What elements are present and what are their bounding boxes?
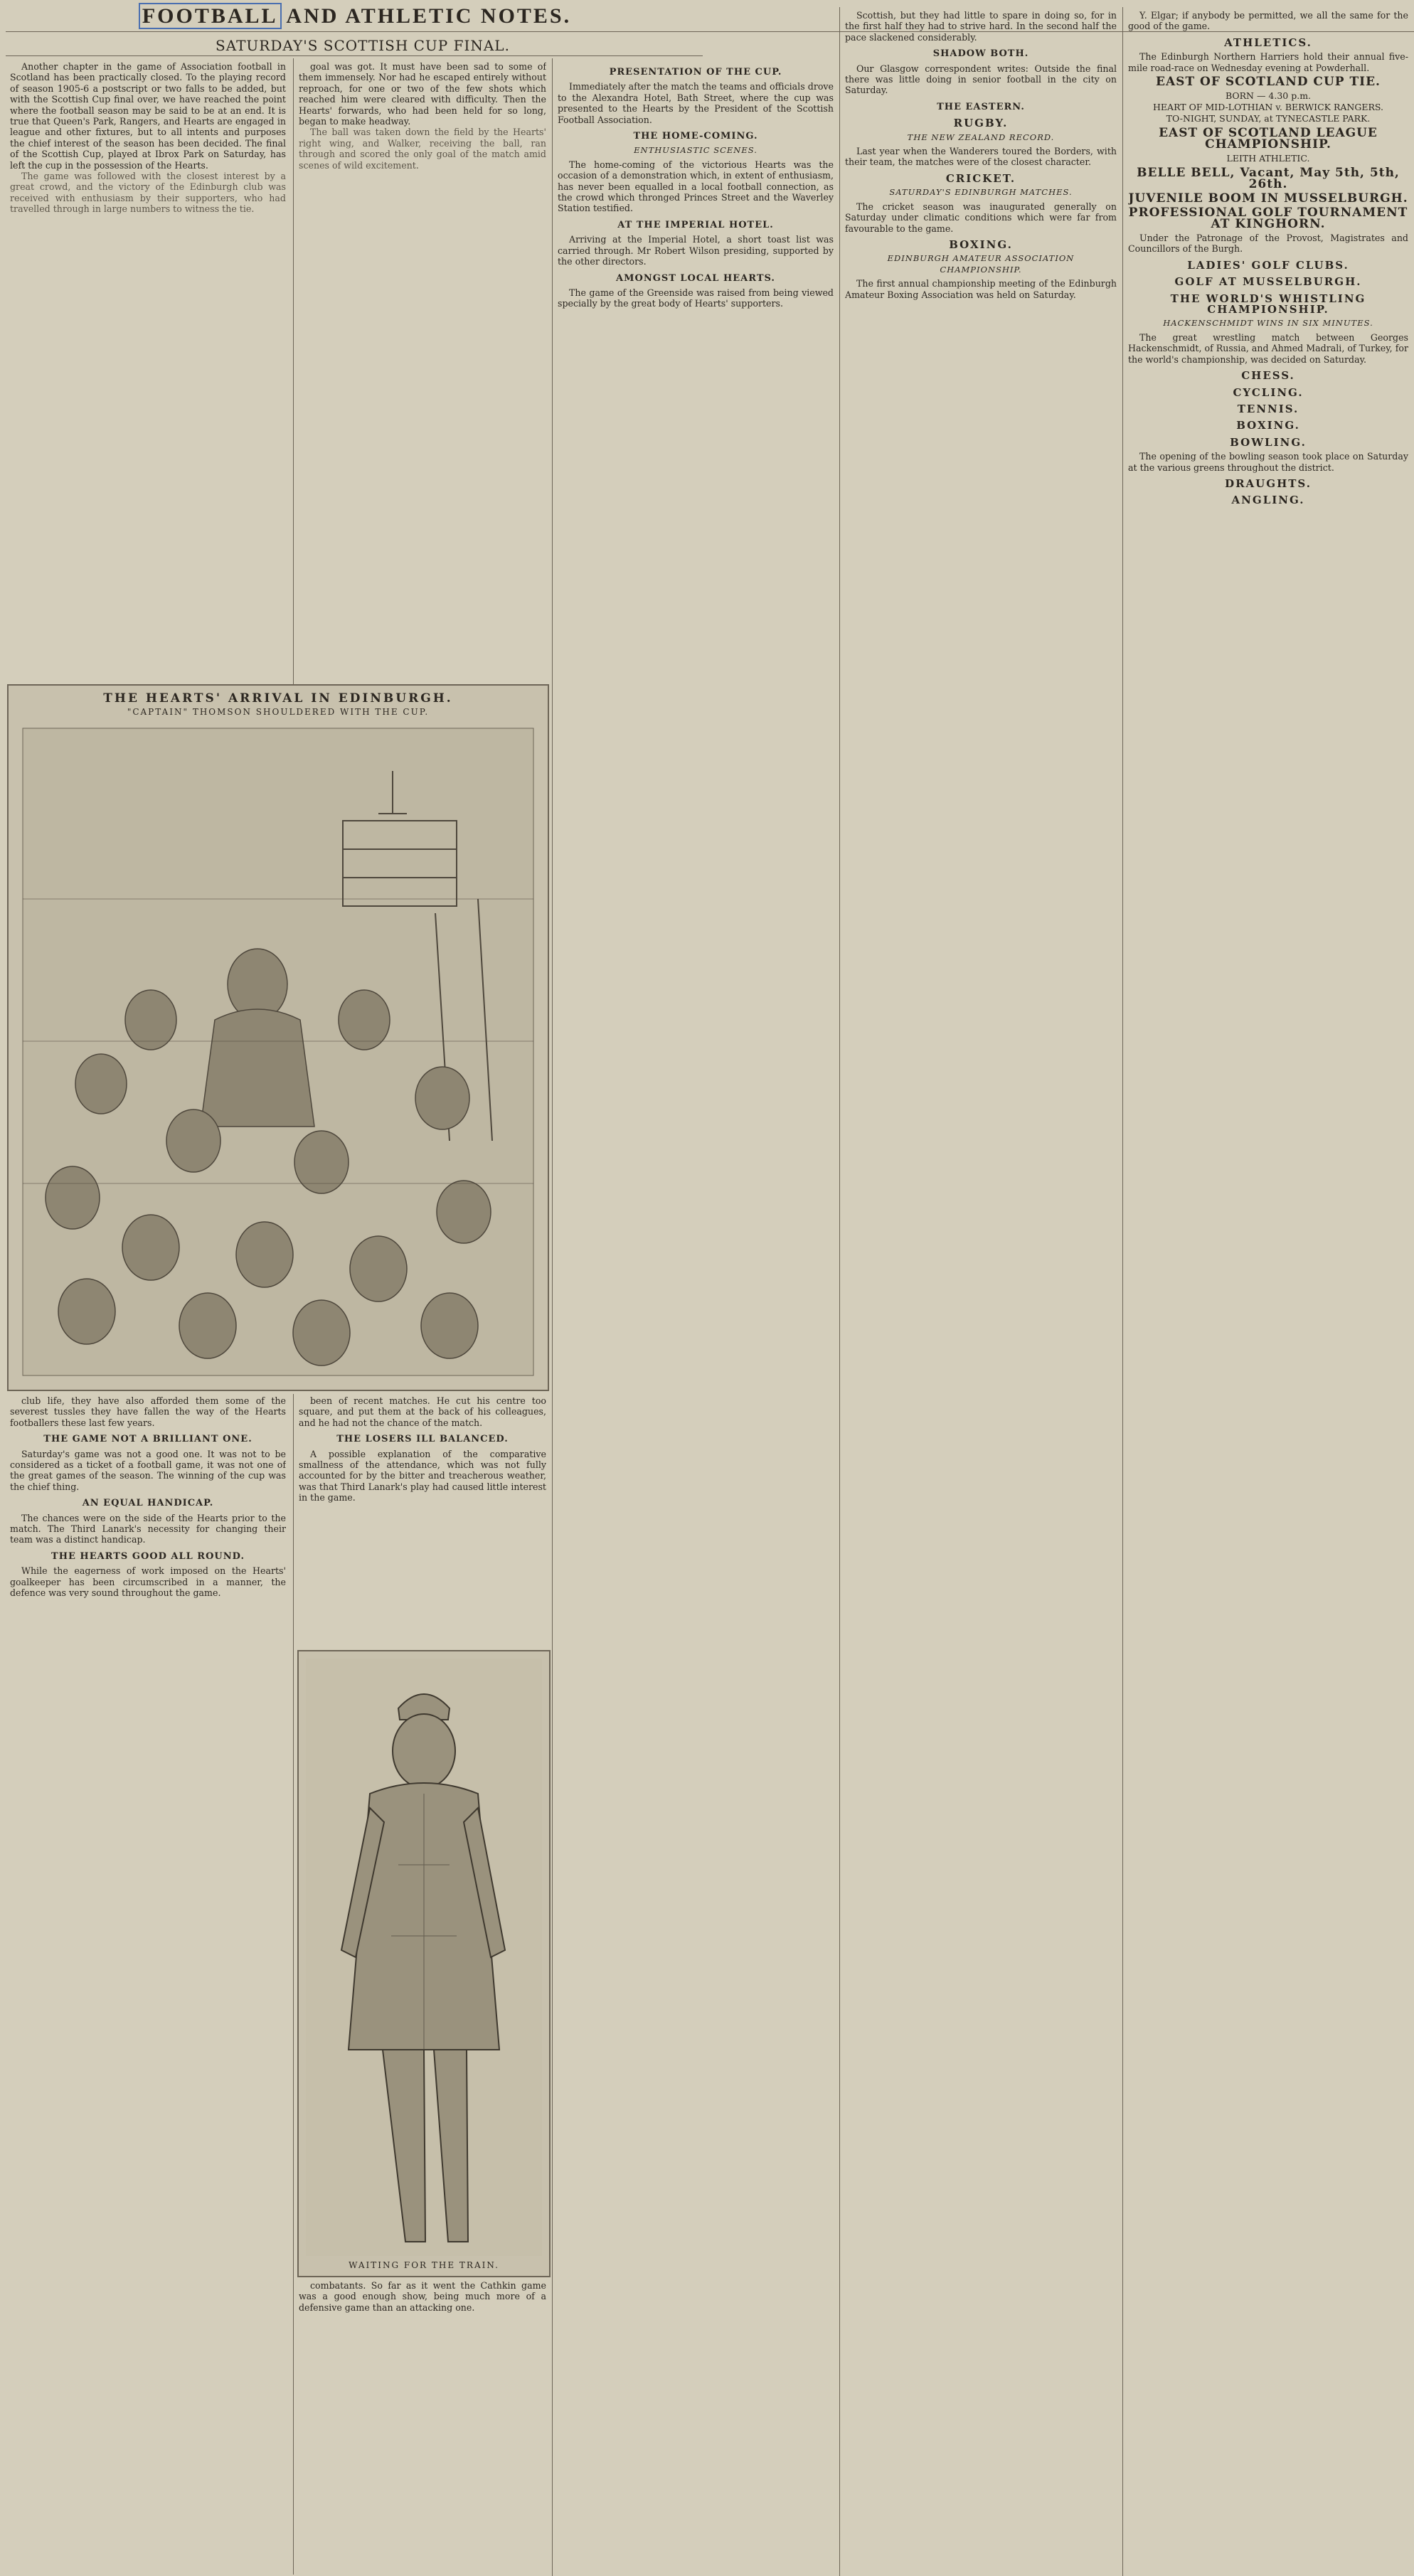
- man-portrait-engraving: [299, 1651, 549, 2276]
- section-heading: BOWLING.: [1230, 435, 1307, 449]
- article-paragraph: Under the Patronage of the Provost, Magistrates and Councillors of the Burgh.: [1128, 233, 1408, 255]
- notice-line: TO-NIGHT, SUNDAY, at TYNECASTLE PARK.: [1166, 113, 1371, 124]
- column-rule: [839, 7, 840, 2576]
- article-paragraph: been of recent matches. He cut his centre too square, and put them at the back of his colleagues, and he had not the chance of the match.: [299, 1395, 546, 1428]
- title-highlight: FOOTBALL: [140, 4, 280, 28]
- article-paragraph: combatants. So far as it went the Cathkin game was a good enough show, being much more of a defensive game than an attacking one.: [299, 2280, 546, 2313]
- notice-line: PROFESSIONAL GOLF TOURNAMENT AT KINGHORN.: [1128, 206, 1408, 232]
- section-heading: LADIES' GOLF CLUBS.: [1187, 258, 1349, 272]
- section-heading: AN EQUAL HANDICAP.: [82, 1498, 214, 1509]
- section-heading: THE HEARTS GOOD ALL ROUND.: [51, 1550, 245, 1562]
- section-subheading: SATURDAY'S EDINBURGH MATCHES.: [889, 187, 1073, 198]
- article-paragraph: Another chapter in the game of Association football in Scotland has been practically closed. To the playing record of season 1905-6 a postscript or two falls to be added, but with the Scottish Cup final over, we have reached the point where the football season may be said to be at an end. It is true that Queen's Park, Rangers, and Hearts are engaged in league and other fixtures, but to all intents and purposes the chief interest of the season has been decided. The final of the Scottish Cup, played at Ibrox Park on Saturday, has left the cup in the possession of the Hearts.: [10, 61, 286, 171]
- section-heading: THE GAME NOT A BRILLIANT ONE.: [43, 1434, 253, 1445]
- section-heading: CYCLING.: [1233, 385, 1304, 399]
- column-rule: [293, 58, 294, 684]
- page-title: [0, 4, 711, 28]
- page-subtitle: SATURDAY'S SCOTTISH CUP FINAL.: [216, 37, 510, 54]
- notice-line: BORN — 4.30 p.m.: [1225, 90, 1312, 102]
- section-heading: THE EASTERN.: [937, 101, 1025, 112]
- article-paragraph: club life, they have also afforded them some of the severest tussles they have fallen the way of the Hearts footballers these last few years.: [10, 1395, 286, 1428]
- section-heading: THE HOME-COMING.: [633, 131, 758, 142]
- notice-line: BELLE BELL, Vacant, May 5th, 5th, 26th.: [1137, 166, 1400, 192]
- article-column-2-continued: [299, 1395, 546, 1637]
- article-paragraph: Our Glasgow correspondent writes: Outside the final there was little doing in senior football in the city on Saturday.: [845, 63, 1117, 96]
- article-paragraph: Last year when the Wanderers toured the Borders, with their team, the matches were of the closest character.: [845, 146, 1117, 168]
- section-heading: ANGLING.: [1231, 494, 1305, 507]
- article-column-5: [1128, 10, 1408, 2569]
- illustration-caption: THE HEARTS' ARRIVAL IN EDINBURGH.: [103, 691, 453, 706]
- column-rule: [1122, 7, 1123, 2576]
- article-paragraph: Y. Elgar; if anybody be permitted, we all the same for the good of the game.: [1128, 10, 1408, 32]
- notice-line: LEITH ATHLETIC.: [1226, 153, 1310, 164]
- notice-line: EAST OF SCOTLAND CUP TIE.: [1156, 75, 1381, 90]
- section-subheading: EDINBURGH AMATEUR ASSOCIATION CHAMPIONSHIP.: [887, 253, 1075, 275]
- article-paragraph: The great wrestling match between Georges Hackenschmidt, of Russia, and Ahmed Madrali, of Turkey, for the world's championship, was decided on Saturday.: [1128, 331, 1408, 365]
- section-heading: AMONGST LOCAL HEARTS.: [616, 272, 775, 284]
- section-heading: BOXING.: [949, 238, 1013, 251]
- section-heading: DRAUGHTS.: [1225, 477, 1312, 490]
- article-column-1: [10, 61, 286, 680]
- illustration-caption: WAITING FOR THE TRAIN.: [349, 2260, 499, 2270]
- section-heading: GOLF AT MUSSELBURGH.: [1174, 275, 1362, 289]
- section-subheading: ENTHUSIASTIC SCENES.: [634, 145, 758, 156]
- article-column-2: [299, 61, 546, 680]
- section-heading: ATHLETICS.: [1224, 36, 1312, 49]
- section-subheading: THE NEW ZEALAND RECORD.: [907, 132, 1055, 142]
- article-paragraph: Saturday's game was not a good one. It was not to be considered as a ticket of a football game, it was not one of the great games of the season. The winning of the cup was the chief thing.: [10, 1448, 286, 1492]
- crowd-engraving: [9, 686, 548, 1390]
- article-column-4: [845, 10, 1117, 2569]
- article-paragraph: While the eagerness of work imposed on the Hearts' goalkeeper has been circumscribed in a manner, the defence was very sound throughout the game.: [10, 1565, 286, 1599]
- article-paragraph: The game of the Greenside was raised from being viewed specially by the great body of Hearts' supporters.: [558, 287, 834, 309]
- column-rule: [293, 1394, 294, 2575]
- subtitle-rule: [6, 55, 703, 56]
- title-rest: AND ATHLETIC NOTES.: [286, 4, 572, 28]
- section-heading: BOXING.: [1236, 419, 1300, 432]
- section-heading: CRICKET.: [945, 171, 1016, 185]
- section-subheading: HACKENSCHMIDT WINS IN SIX MINUTES.: [1163, 318, 1373, 329]
- article-paragraph: Scottish, but they had little to spare in doing so, for in the first half they had to strive hard. In the second half the pace slackened considerably.: [845, 10, 1117, 43]
- section-heading: CHESS.: [1241, 369, 1295, 383]
- article-paragraph: The ball was taken down the field by the Hearts' right wing, and Walker, receiving the ball, ran through and scored the only goal of the match amid scenes of wild excitement.: [299, 127, 546, 171]
- article-paragraph: Immediately after the match the teams and officials drove to the Alexandra Hotel, Bath Street, where the cup was presented to the Hearts by the President of the Scottish Football Association.: [558, 81, 834, 125]
- section-heading: THE LOSERS ILL BALANCED.: [336, 1434, 509, 1445]
- section-heading: THE WORLD'S WHISTLING CHAMPIONSHIP.: [1170, 292, 1366, 316]
- article-paragraph: A possible explanation of the comparative smallness of the attendance, which was not fully accounted for by the bitter and treacherous weather, was that Third Lanark's play had caused little interest in the game.: [299, 1448, 546, 1503]
- article-paragraph: The home-coming of the victorious Hearts was the occasion of a demonstration which, in extent of enthusiasm, has never been equalled in a local football connection, as the crowd which thronged Princes Street and the Waverley Station testified.: [558, 159, 834, 214]
- illustration-hearts-arrival: [7, 684, 549, 1391]
- advertisement-block: [1128, 76, 1408, 230]
- article-column-1-continued: [10, 1395, 286, 2569]
- article-paragraph: The cricket season was inaugurated generally on Saturday under climatic conditions which were far from favourable to the game.: [845, 201, 1117, 234]
- article-paragraph: Arriving at the Imperial Hotel, a short toast list was carried through. Mr Robert Wilson presiding, supported by the other directors.: [558, 234, 834, 267]
- article-column-2-end: [299, 2280, 546, 2570]
- notice-line: HEART OF MID-LOTHIAN v. BERWICK RANGERS.: [1153, 102, 1383, 113]
- article-column-3: [558, 61, 834, 2569]
- notice-line: EAST OF SCOTLAND LEAGUE CHAMPIONSHIP.: [1159, 126, 1378, 152]
- section-heading: SHADOW BOTH.: [932, 48, 1029, 60]
- section-heading: AT THE IMPERIAL HOTEL.: [617, 219, 774, 230]
- article-paragraph: The game was followed with the closest interest by a great crowd, and the victory of the Edinburgh club was received with enthusiasm by their supporters, who had travelled through in large numbers to witness the tie.: [10, 171, 286, 215]
- illustration-waiting-for-train: [297, 1650, 551, 2277]
- illustration-subcaption: "CAPTAIN" THOMSON SHOULDERED WITH THE CUP.: [127, 707, 430, 717]
- section-heading: TENNIS.: [1237, 402, 1299, 415]
- section-heading: PRESENTATION OF THE CUP.: [609, 67, 782, 78]
- notice-line: JUVENILE BOOM IN MUSSELBURGH.: [1128, 191, 1408, 206]
- article-paragraph: The opening of the bowling season took place on Saturday at the various greens throughout the district.: [1128, 451, 1408, 473]
- article-paragraph: The first annual championship meeting of the Edinburgh Amateur Boxing Association was held on Saturday.: [845, 278, 1117, 300]
- column-rule: [552, 58, 553, 2576]
- article-paragraph: The Edinburgh Northern Harriers hold their annual five-mile road-race on Wednesday evening at Powderhall.: [1128, 51, 1408, 73]
- section-heading: RUGBY.: [953, 117, 1009, 130]
- article-paragraph: The chances were on the side of the Hearts prior to the match. The Third Lanark's necessity for changing their team was a distinct handicap.: [10, 1512, 286, 1545]
- article-paragraph: goal was got. It must have been sad to some of them immensely. Nor had he escaped entirely without reproach, for one or two of the few shots which reached him were cleared with difficulty. Then the Hearts' forwards, who had been held for so long, began to make headway.: [299, 61, 546, 127]
